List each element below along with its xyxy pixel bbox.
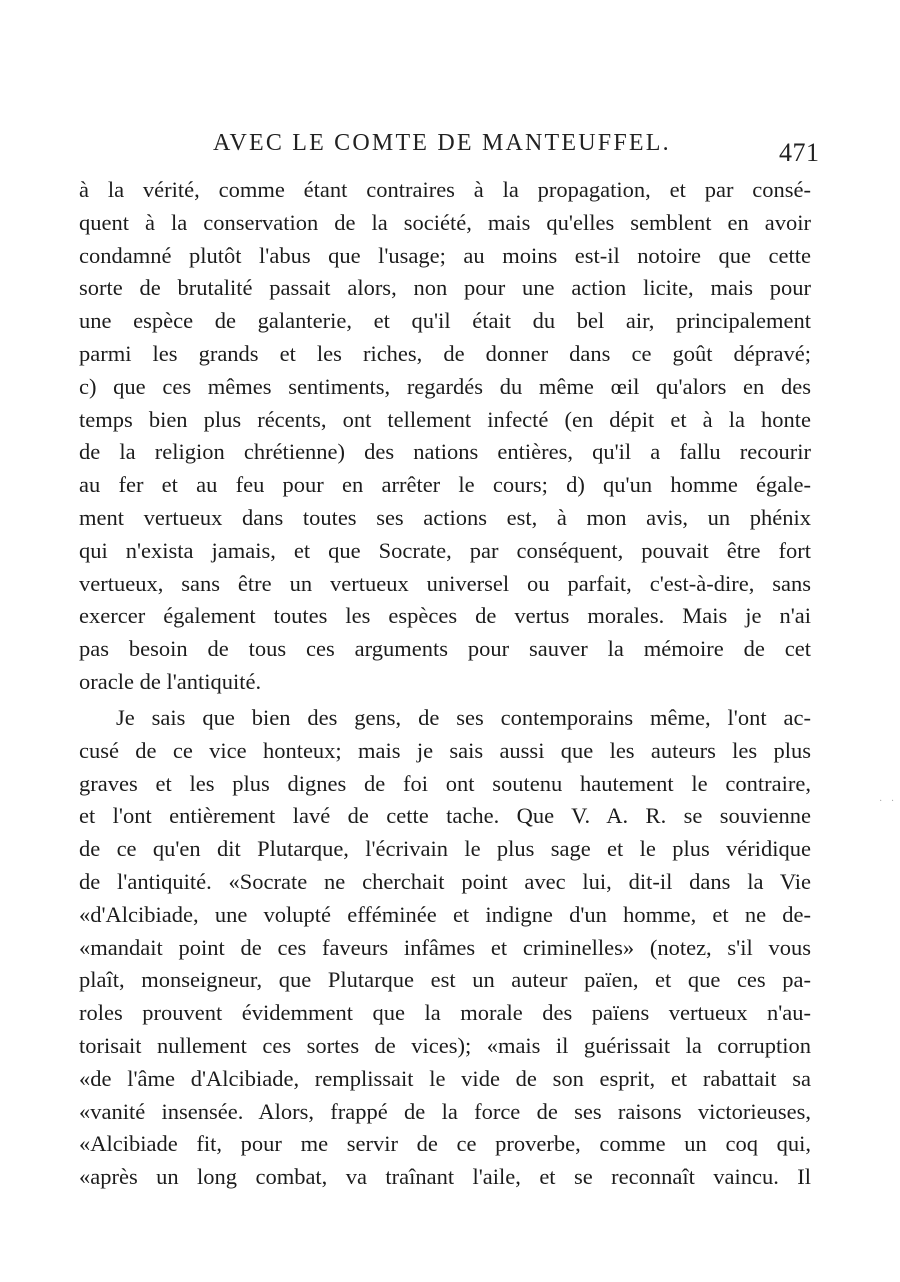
running-title: AVEC LE COMTE DE MANTEUFFEL. (213, 130, 671, 156)
text-line: de la religion chrétienne) des nations entières, qu'il a fallu recourir (79, 439, 811, 465)
text-line: torisait nullement ces sortes de vices); «mais il guérissait la corruption (79, 1033, 811, 1058)
text-line: quent à la conservation de la société, mais qu'elles semblent en avoir (79, 209, 811, 235)
text-line: c) que ces mêmes sentiments, regardés du même œil qu'alors en des (79, 373, 811, 399)
paragraph-first-line: Je sais que bien des gens, de ses contemporains même, l'ont ac- (116, 705, 811, 730)
text-line: de ce qu'en dit Plutarque, l'écrivain le plus sage et le plus véridique (79, 836, 811, 862)
text-line: condamné plutôt l'abus que l'usage; au moins est-il notoire que cette (79, 242, 811, 268)
text-line: qui n'exista jamais, et que Socrate, par conséquent, pouvait être fort (79, 537, 811, 563)
text-line: plaît, monseigneur, que Plutarque est un auteur païen, et que ces pa- (79, 967, 811, 993)
text-line: cusé de ce vice honteux; mais je sais aussi que les auteurs les plus (79, 737, 811, 763)
text-line: «après un long combat, va traînant l'aile, et se reconnaît vaincu. Il (79, 1164, 811, 1190)
text-line: pas besoin de tous ces arguments pour sauver la mémoire de cet (79, 636, 811, 662)
text-line: une espèce de galanterie, et qu'il était du bel air, principalement (79, 308, 811, 334)
margin-specks: · · (879, 796, 898, 807)
text-line: de l'antiquité. «Socrate ne cherchait point avec lui, dit-il dans la Vie (79, 869, 811, 894)
text-line: «Alcibiade fit, pour me servir de ce proverbe, comme un coq qui, (79, 1131, 811, 1157)
text-line: vertueux, sans être un vertueux universel ou parfait, c'est-à-dire, sans (79, 570, 811, 596)
text-line: exercer également toutes les espèces de vertus morales. Mais je n'ai (79, 603, 811, 629)
text-line: au fer et au feu pour en arrêter le cours; d) qu'un homme égale- (79, 472, 811, 498)
text-line: roles prouvent évidemment que la morale des païens vertueux n'au- (79, 1000, 811, 1026)
text-line: sorte de brutalité passait alors, non pour une action licite, mais pour (79, 275, 811, 301)
text-line: parmi les grands et les riches, de donner dans ce goût dépravé; (79, 341, 811, 366)
text-line: temps bien plus récents, ont tellement infecté (en dépit et à la honte (79, 406, 811, 432)
page-number: 471 (779, 138, 820, 167)
text-line: «vanité insensée. Alors, frappé de la force de ses raisons victorieuses, (79, 1098, 811, 1124)
text-line: «d'Alcibiade, une volupté efféminée et indigne d'un homme, et ne de- (79, 901, 811, 927)
text-line: à la vérité, comme étant contraires à la propagation, et par consé- (79, 177, 811, 202)
text-line: et l'ont entièrement lavé de cette tache. Que V. A. R. se souvienne (79, 803, 811, 829)
text-line: «mandait point de ces faveurs infâmes et criminelles» (notez, s'il vous (79, 934, 811, 960)
text-line: «de l'âme d'Alcibiade, remplissait le vide de son esprit, et rabattait sa (79, 1065, 811, 1091)
text-line: ment vertueux dans toutes ses actions est, à mon avis, un phénix (79, 505, 811, 530)
text-line: oracle de l'antiquité. (79, 669, 262, 694)
text-line: graves et les plus dignes de foi ont soutenu hautement le contraire, (79, 770, 811, 796)
